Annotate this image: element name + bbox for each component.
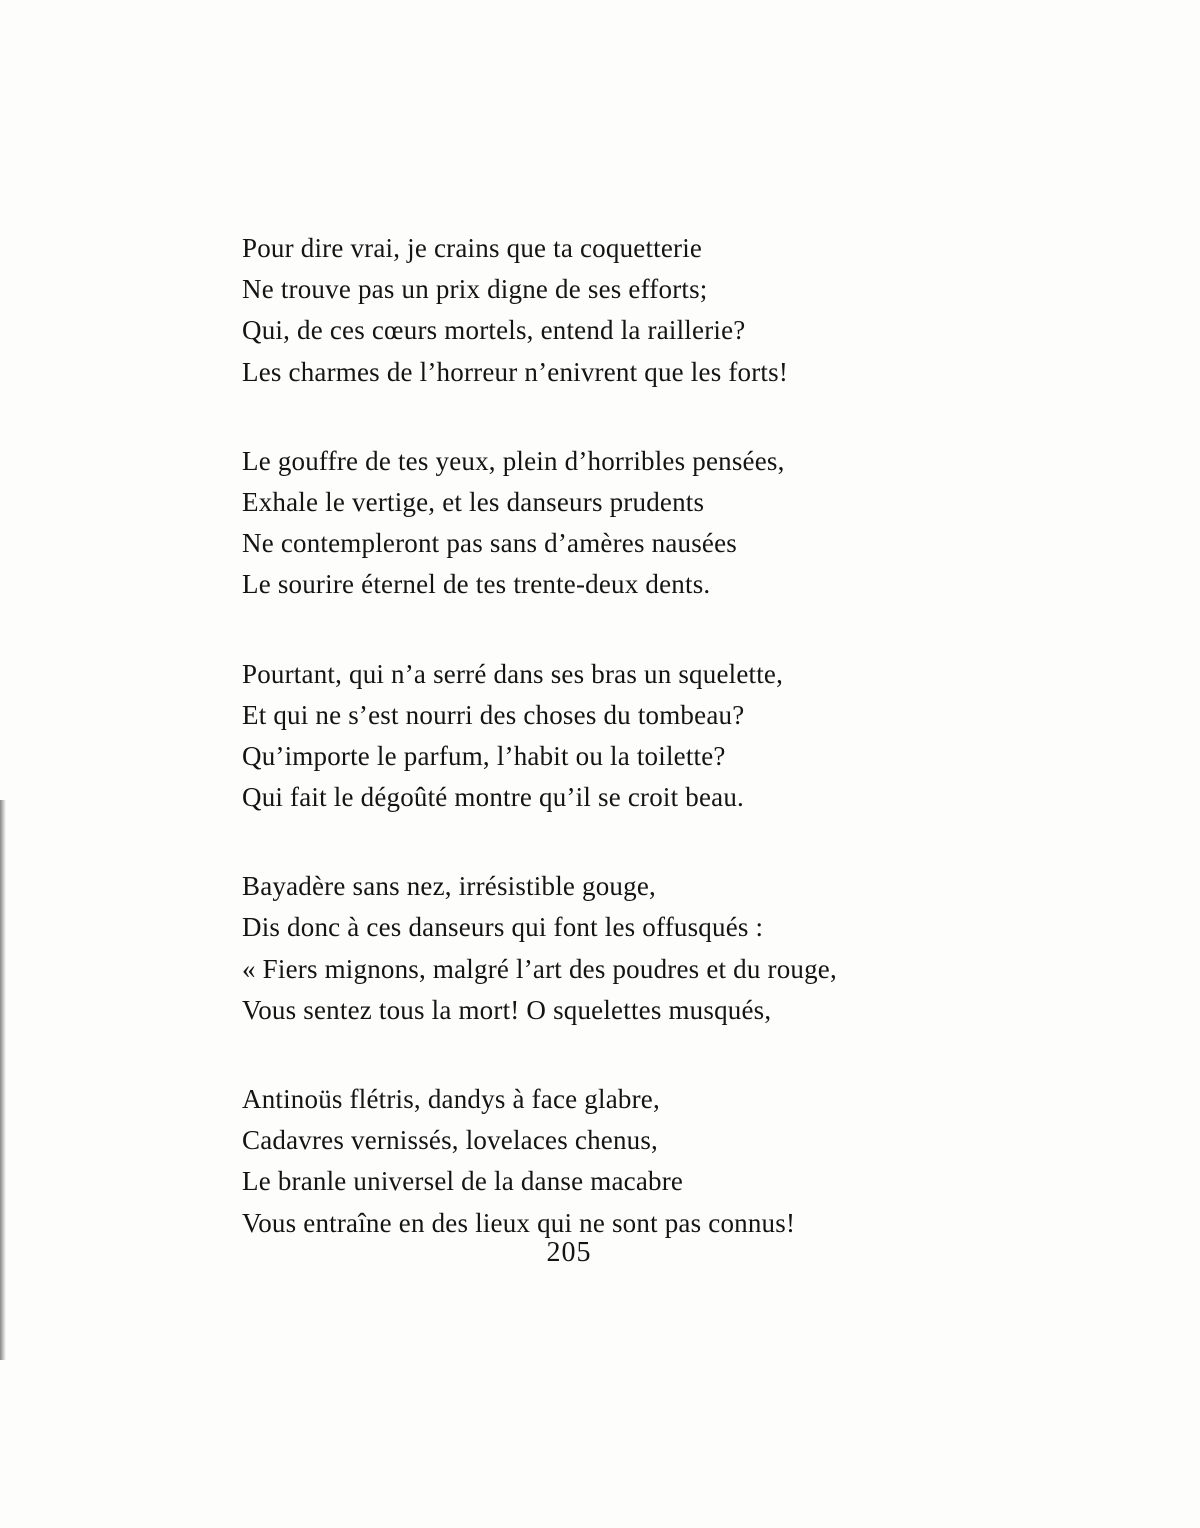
poem-line: Qui, de ces cœurs mortels, entend la raillerie? (242, 315, 746, 346)
poem-line: Le sourire éternel de tes trente-deux dents. (242, 569, 711, 600)
page-edge-shadow (0, 800, 6, 1360)
page-number: 205 (546, 1237, 592, 1268)
poem-line: Exhale le vertige, et les danseurs prudents (242, 486, 705, 517)
poem-line: Antinoüs flétris, dandys à face glabre, (242, 1084, 660, 1114)
poem-line: Ne trouve pas un prix digne de ses efforts; (242, 274, 708, 305)
poem-line: Qui fait le dégoûté montre qu’il se croit beau. (242, 782, 744, 813)
poem-line: Ne contempleront pas sans d’amères nausées (242, 528, 737, 559)
poem-line: Qu’importe le parfum, l’habit ou la toilette? (242, 740, 726, 771)
stanza (242, 441, 1142, 606)
poem-line: Pourtant, qui n’a serré dans ses bras un squelette, (242, 658, 784, 689)
stanza (242, 1079, 1142, 1244)
poem-line: « Fiers mignons, malgré l’art des poudres et du rouge, (242, 953, 837, 984)
poem-line: Bayadère sans nez, irrésistible gouge, (242, 871, 656, 902)
poem-line: Le branle universel de la danse macabre (242, 1166, 684, 1197)
stanza (242, 228, 1142, 393)
poem-line: Pour dire vrai, je crains que ta coquetterie (242, 233, 703, 263)
poem-line: Vous entraîne en des lieux qui ne sont pas connus! (242, 1207, 796, 1238)
poem-line: Dis donc à ces danseurs qui font les offusqués : (242, 912, 764, 943)
poem-line: Et qui ne s’est nourri des choses du tombeau? (242, 699, 745, 730)
poem-text (242, 228, 1142, 1292)
poem-line: Le gouffre de tes yeux, plein d’horribles pensées, (242, 445, 785, 476)
poem-line: Cadavres vernissés, lovelaces chenus, (242, 1125, 659, 1156)
stanza (242, 654, 1142, 819)
stanza (242, 866, 1142, 1031)
poem-line: Les charmes de l’horreur n’enivrent que les forts! (242, 356, 789, 387)
poem-line: Vous sentez tous la mort! O squelettes musqués, (242, 994, 772, 1025)
